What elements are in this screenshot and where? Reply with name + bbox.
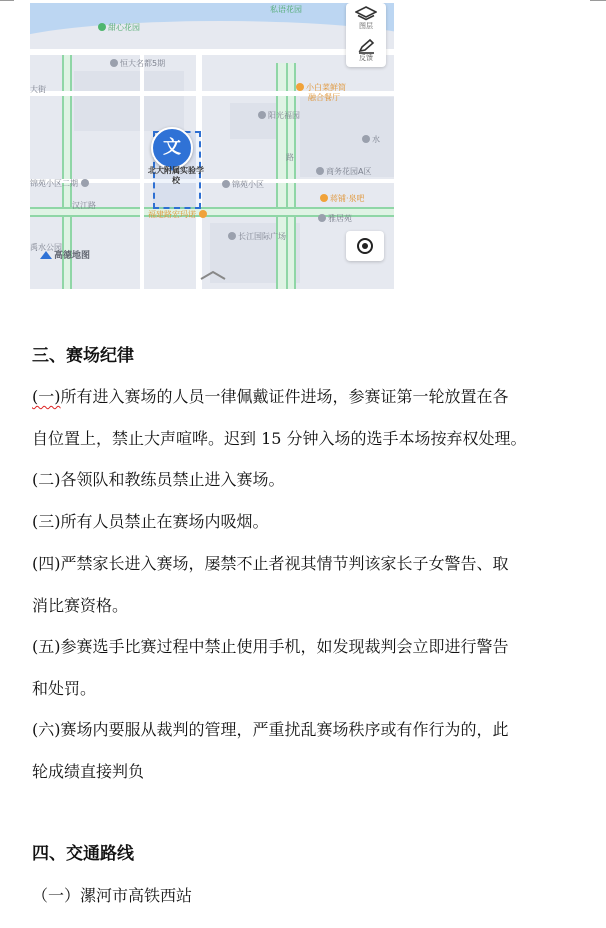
road [140,55,144,289]
poi-dot [228,232,236,240]
rule-1-marker: (一) [32,387,61,406]
map-screenshot [30,3,394,289]
road [286,63,296,289]
road [30,49,394,55]
poi-hanjiang: 汉江路 [72,201,96,210]
pin-glyph: 文 [163,137,181,158]
map-brand: 高德地图 [40,248,90,261]
feedback-label: 反馈 [359,54,373,62]
section-4-heading: 四、交通路线 [32,844,134,864]
map-pin-icon[interactable] [151,127,193,169]
section-3-line-8: 和处罚。 [32,679,97,698]
section-3-line-3: (二)各领队和教练员禁止进入赛场。 [32,470,285,489]
poi-dajie: 大街 [30,85,46,94]
poi-yangguang: 阳光福园 [258,111,300,121]
poi-dot [316,167,324,175]
amap-logo-icon [40,251,52,259]
section-3-line-2: 自位置上，禁止大声喧哗。迟到 15 分钟入场的选手本场按弃权处理。 [32,429,527,448]
poi-hengda: 恒大名都5期 [110,59,165,69]
section-3-line-10: 轮成绩直接判负 [32,762,145,781]
map-control-panel [346,3,386,67]
poi-dot [296,83,304,91]
poi-top-garden: 私语花园 [270,5,302,14]
chevron-up-icon[interactable] [198,269,228,281]
page-corner-mark-right [590,0,606,1]
section-3-line-5: (四)严禁家长进入赛场，屡禁不止者视其情节判该家长子女警告、取 [32,554,509,573]
poi-park: 禹水公园 [30,243,62,252]
poi-dot [98,23,106,31]
poi-dot [318,214,326,222]
poi-dot [110,59,118,67]
feedback-button[interactable] [346,35,386,67]
poi-dot [362,135,370,143]
poi-dot [258,111,266,119]
section-3-line-4: (三)所有人员禁止在赛场内吸烟。 [32,512,269,531]
layers-label: 图层 [359,22,373,30]
poi-yafang: 雅居苑 [318,214,352,224]
poi-changjiang: 长江国际广场 [228,232,286,242]
poi-xiaobai-2: 融合餐厅 [308,93,340,102]
poi-shui: 水 [362,135,380,145]
rule-1-text: 所有进入赛场的人员一律佩戴证件进场，参赛证第一轮放置在各 [60,387,509,406]
poi-jiangjun: 蒋铺·泉吧 [320,194,365,204]
section-3-heading: 三、赛场纪律 [32,346,134,366]
layers-icon [355,6,377,22]
section-3-line-9: (六)赛场内要服从裁判的管理，严重扰乱赛场秩序或有作行为的，此 [32,720,509,739]
poi-dot [222,180,230,188]
map-block [230,103,280,139]
section-4-subheading: （一）漯河市高铁西站 [32,886,193,905]
layers-button[interactable] [346,3,386,35]
poi-dot [199,210,207,218]
poi-wangjia: 福建路宏玛诺 [148,210,209,220]
section-3-line-1 [32,387,509,407]
poi-lu: 路 [286,153,294,162]
section-3-line-6: 消比赛资格。 [32,596,129,615]
poi-tianxin-garden: 甜心花园 [98,23,140,33]
school-label: 北大附属实验学校 [148,166,204,185]
map-block [74,71,184,131]
pen-icon [355,38,377,54]
section-3-line-7: (五)参赛选手比赛过程中禁止使用手机，如发现裁判会立即进行警告 [32,637,509,656]
locate-button[interactable] [346,231,384,261]
poi-shangwu: 商务花园A区 [316,167,371,177]
poi-xiaobai: 小白菜鲜简 [296,83,346,93]
poi-dot [320,194,328,202]
page-corner-mark-left [0,0,14,1]
poi-xiaoqu2: 锦苑小区二期 [30,179,91,189]
poi-dot [81,179,89,187]
locate-icon [346,231,384,261]
poi-jinyuan: 锦苑小区 [222,180,264,190]
